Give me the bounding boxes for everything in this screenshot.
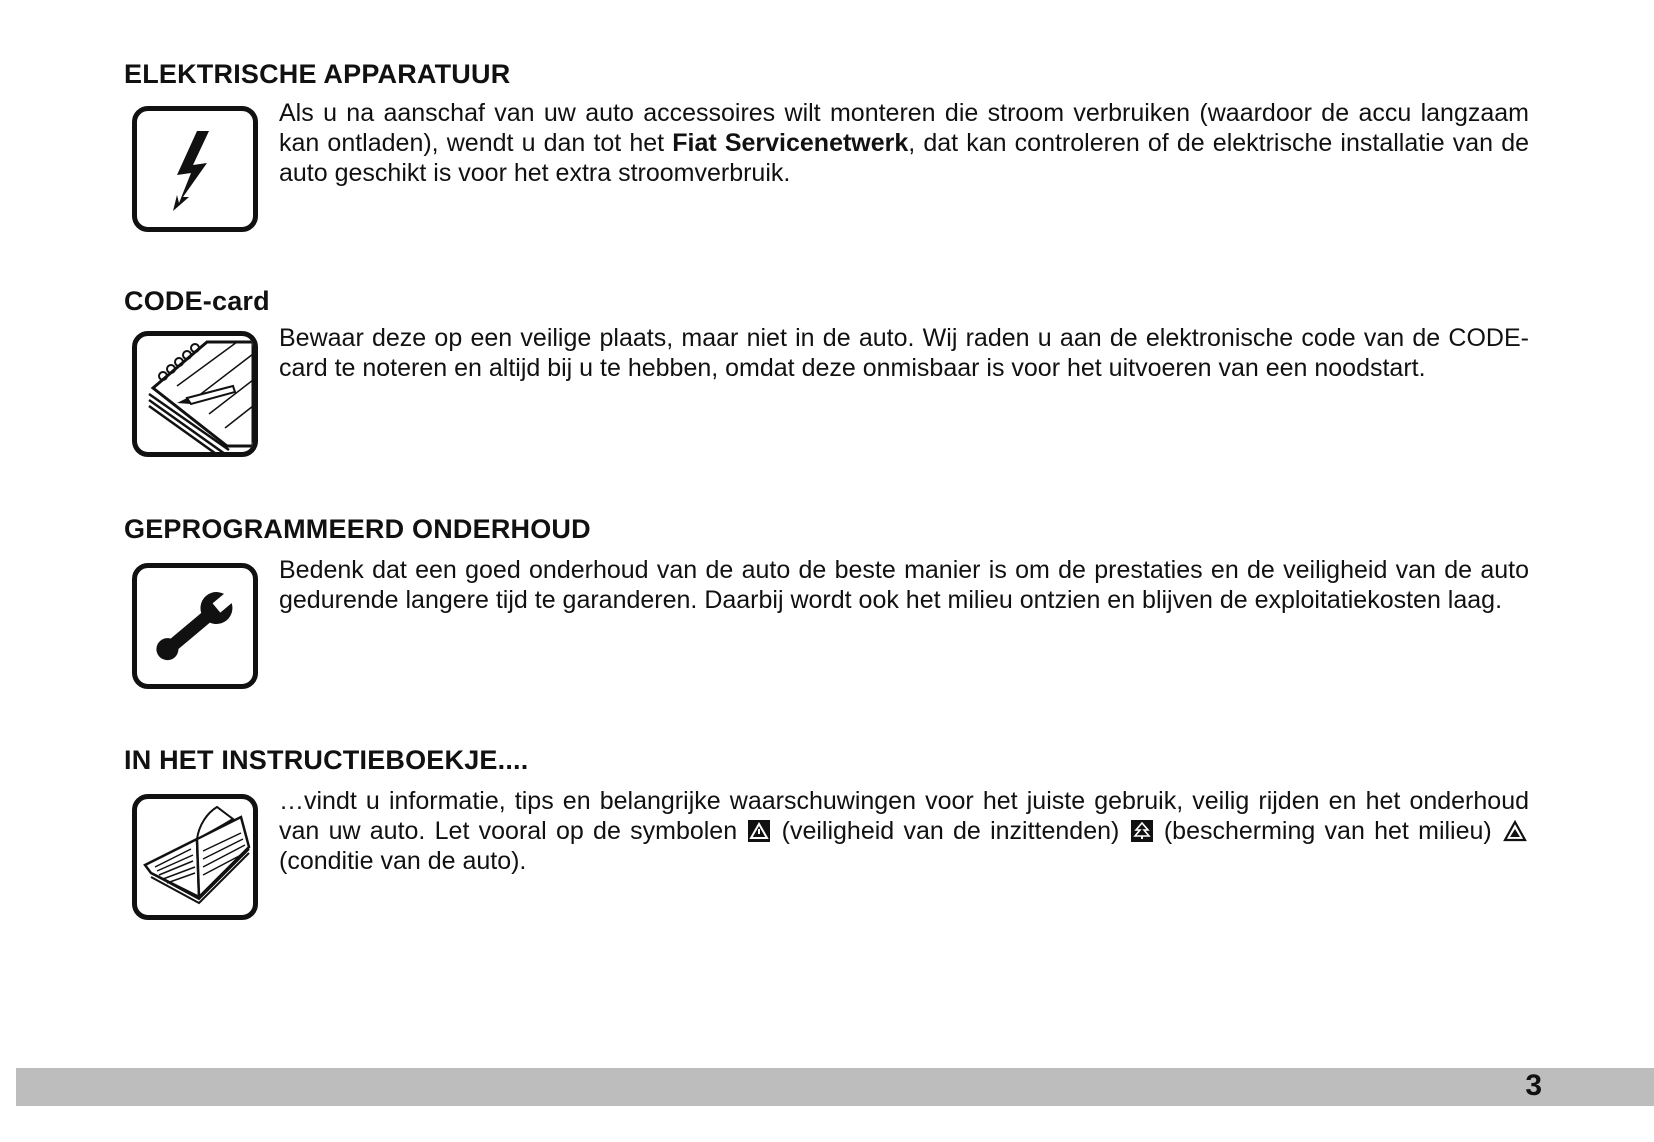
section-body: Bedenk dat een goed onderhoud van de auto de beste manier is om de prestaties en de veiligheid van de auto gedurende langere tijd te garanderen. Daarbij wordt ook het milieu ontzien en blijven de exploitatiekosten laag. [279, 556, 1529, 614]
page-number: 3 [1525, 1069, 1542, 1102]
section-body: Bewaar deze op een veilige plaats, maar niet in de auto. Wij raden u aan de elektronische code van de CODE-card te noteren en altijd bij u te hebben, omdat deze onmisbaar is voor het uitvoeren van een noodstart. [279, 324, 1529, 382]
notebook-pencil-icon [132, 331, 258, 457]
body-text-part: (conditie van de auto). [279, 847, 527, 875]
section-row [124, 787, 1529, 928]
section-body [279, 98, 1529, 188]
body-text-part: (bescherming van het milieu) [1154, 817, 1501, 845]
body-text-part: (veiligheid van de inzittenden) [772, 817, 1129, 845]
section-geprogrammeerd-onderhoud [124, 513, 1529, 697]
lightning-bolt-icon [132, 106, 258, 232]
body-text-part: Als u na aanschaf van uw auto accessoires wilt monteren die stroom verbruiken (waardoor de accu langzaam kan ontladen), wendt u dan tot het [279, 99, 1529, 157]
section-row [124, 556, 1529, 697]
wrench-icon [132, 563, 258, 689]
vehicle-condition-icon [1503, 820, 1527, 842]
section-heading: ELEKTRISCHE APPARATUUR [124, 59, 511, 89]
section-code-card [124, 285, 1529, 465]
section-in-het-instructieboekje [124, 744, 1529, 928]
section-heading: IN HET INSTRUCTIEBOEKJE.... [124, 745, 529, 775]
body-text-part: , dat kan controleren of de elektrische installatie van de auto geschikt is voor het extra stroomverbruik. [279, 129, 1530, 187]
footer-bar [16, 1068, 1654, 1106]
occupant-safety-icon [748, 820, 770, 842]
section-heading: CODE-card [124, 286, 270, 316]
body-text-part: …vindt u informatie, tips en belangrijke waarschuwingen voor het juiste gebruik, veilig rijden en het onderhoud van uw auto. Let vooral op de symbolen [279, 787, 1529, 845]
section-row [124, 99, 1530, 240]
open-book-icon [132, 794, 258, 920]
fiat-servicenetwerk-emphasis: Fiat Servicenetwerk [672, 129, 909, 157]
environment-protection-icon [1131, 820, 1153, 842]
section-elektrische-apparatuur [124, 58, 1529, 240]
section-body [279, 786, 1529, 876]
section-heading: GEPROGRAMMEERD ONDERHOUD [124, 514, 591, 544]
section-row [124, 324, 1529, 465]
